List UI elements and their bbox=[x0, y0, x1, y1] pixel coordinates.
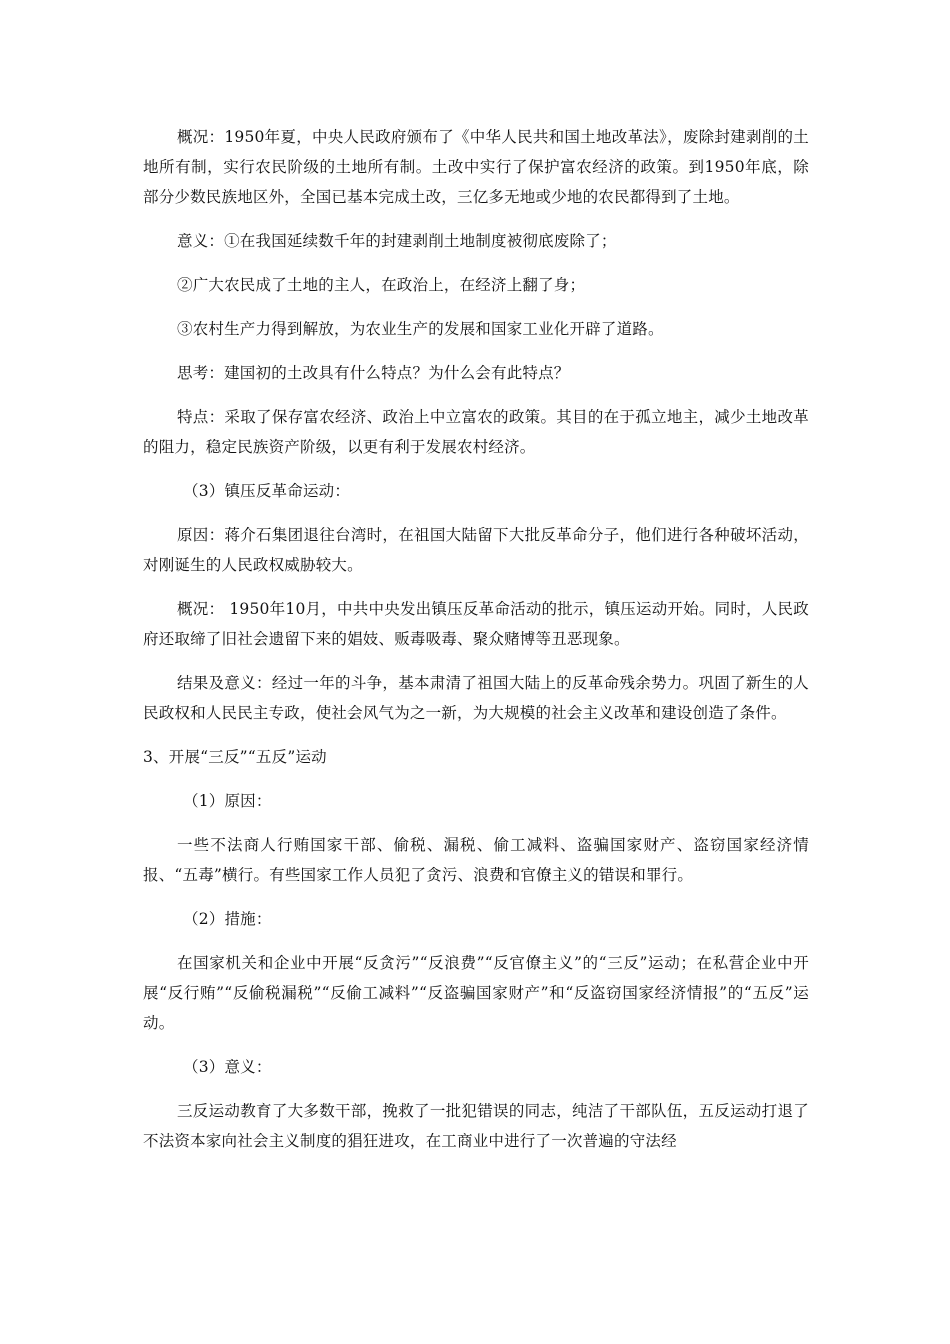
section-heading-suppression: （3）镇压反革命运动： bbox=[183, 482, 351, 500]
paragraph-significance-3: ③农村生产力得到解放，为农业生产的发展和国家工业化开辟了道路。 bbox=[177, 320, 664, 338]
paragraph-cause: 一些不法商人行贿国家干部、偷税、漏税、偷工减料、盗骗国家财产、盗窃国家经济情报、“五毒”横行。有些国家工作人员犯了贪污、浪费和官僚主义的错误和罪行。 bbox=[143, 836, 809, 884]
paragraph-features: 特点：采取了保存富农经济、政治上中立富农的政策。其目的在于孤立地主，减少土地改革的阻力，稳定民族资产阶级，以更有利于发展农村经济。 bbox=[143, 408, 809, 456]
subheading-measures: （2）措施： bbox=[183, 910, 272, 928]
document-page bbox=[143, 122, 809, 1156]
paragraph-significance-2: ②广大农民成了土地的主人，在政治上，在经济上翻了身； bbox=[177, 276, 586, 294]
subheading-cause: （1）原因： bbox=[183, 792, 272, 810]
paragraph-land-reform-overview: 概况：1950年夏，中央人民政府颁布了《中华人民共和国土地改革法》，废除封建剥削的土地所有制，实行农民阶级的土地所有制。土改中实行了保护富农经济的政策。到1950年底，除部分少数民族地区外，全国已基本完成土改，三亿多无地或少地的农民都得到了土地。 bbox=[143, 128, 809, 206]
paragraph-question: 思考：建国初的土改具有什么特点？为什么会有此特点？ bbox=[177, 364, 570, 382]
paragraph-suppression-result: 结果及意义：经过一年的斗争，基本肃清了祖国大陆上的反革命残余势力。巩固了新生的人民政权和人民民主专政，使社会风气为之一新，为大规模的社会主义改革和建设创造了条件。 bbox=[143, 674, 809, 722]
paragraph-measures: 在国家机关和企业中开展“反贪污”“反浪费”“反官僚主义”的“三反”运动；在私营企业中开展“反行贿”“反偷税漏税”“反偷工减料”“反盗骗国家财产”和“反盗窃国家经济情报”的“五反”运动。 bbox=[143, 954, 809, 1032]
paragraph-suppression-overview: 概况： 1950年10月，中共中央发出镇压反革命活动的批示，镇压运动开始。同时，人民政府还取缔了旧社会遗留下来的娼妓、贩毒吸毒、聚众赌博等丑恶现象。 bbox=[143, 600, 809, 648]
paragraph-significance-final: 三反运动教育了大多数干部，挽救了一批犯错误的同志，纯洁了干部队伍，五反运动打退了不法资本家向社会主义制度的猖狂进攻，在工商业中进行了一次普遍的守法经 bbox=[143, 1102, 809, 1150]
subheading-significance: （3）意义： bbox=[183, 1058, 272, 1076]
paragraph-significance-1: 意义：①在我国延续数千年的封建剥削土地制度被彻底废除了； bbox=[177, 232, 617, 250]
section-heading-three-five-anti: 3、开展“三反”“五反”运动 bbox=[143, 748, 327, 766]
paragraph-suppression-cause: 原因：蒋介石集团退往台湾时，在祖国大陆留下大批反革命分子，他们进行各种破坏活动，对刚诞生的人民政权威胁较大。 bbox=[143, 526, 809, 574]
